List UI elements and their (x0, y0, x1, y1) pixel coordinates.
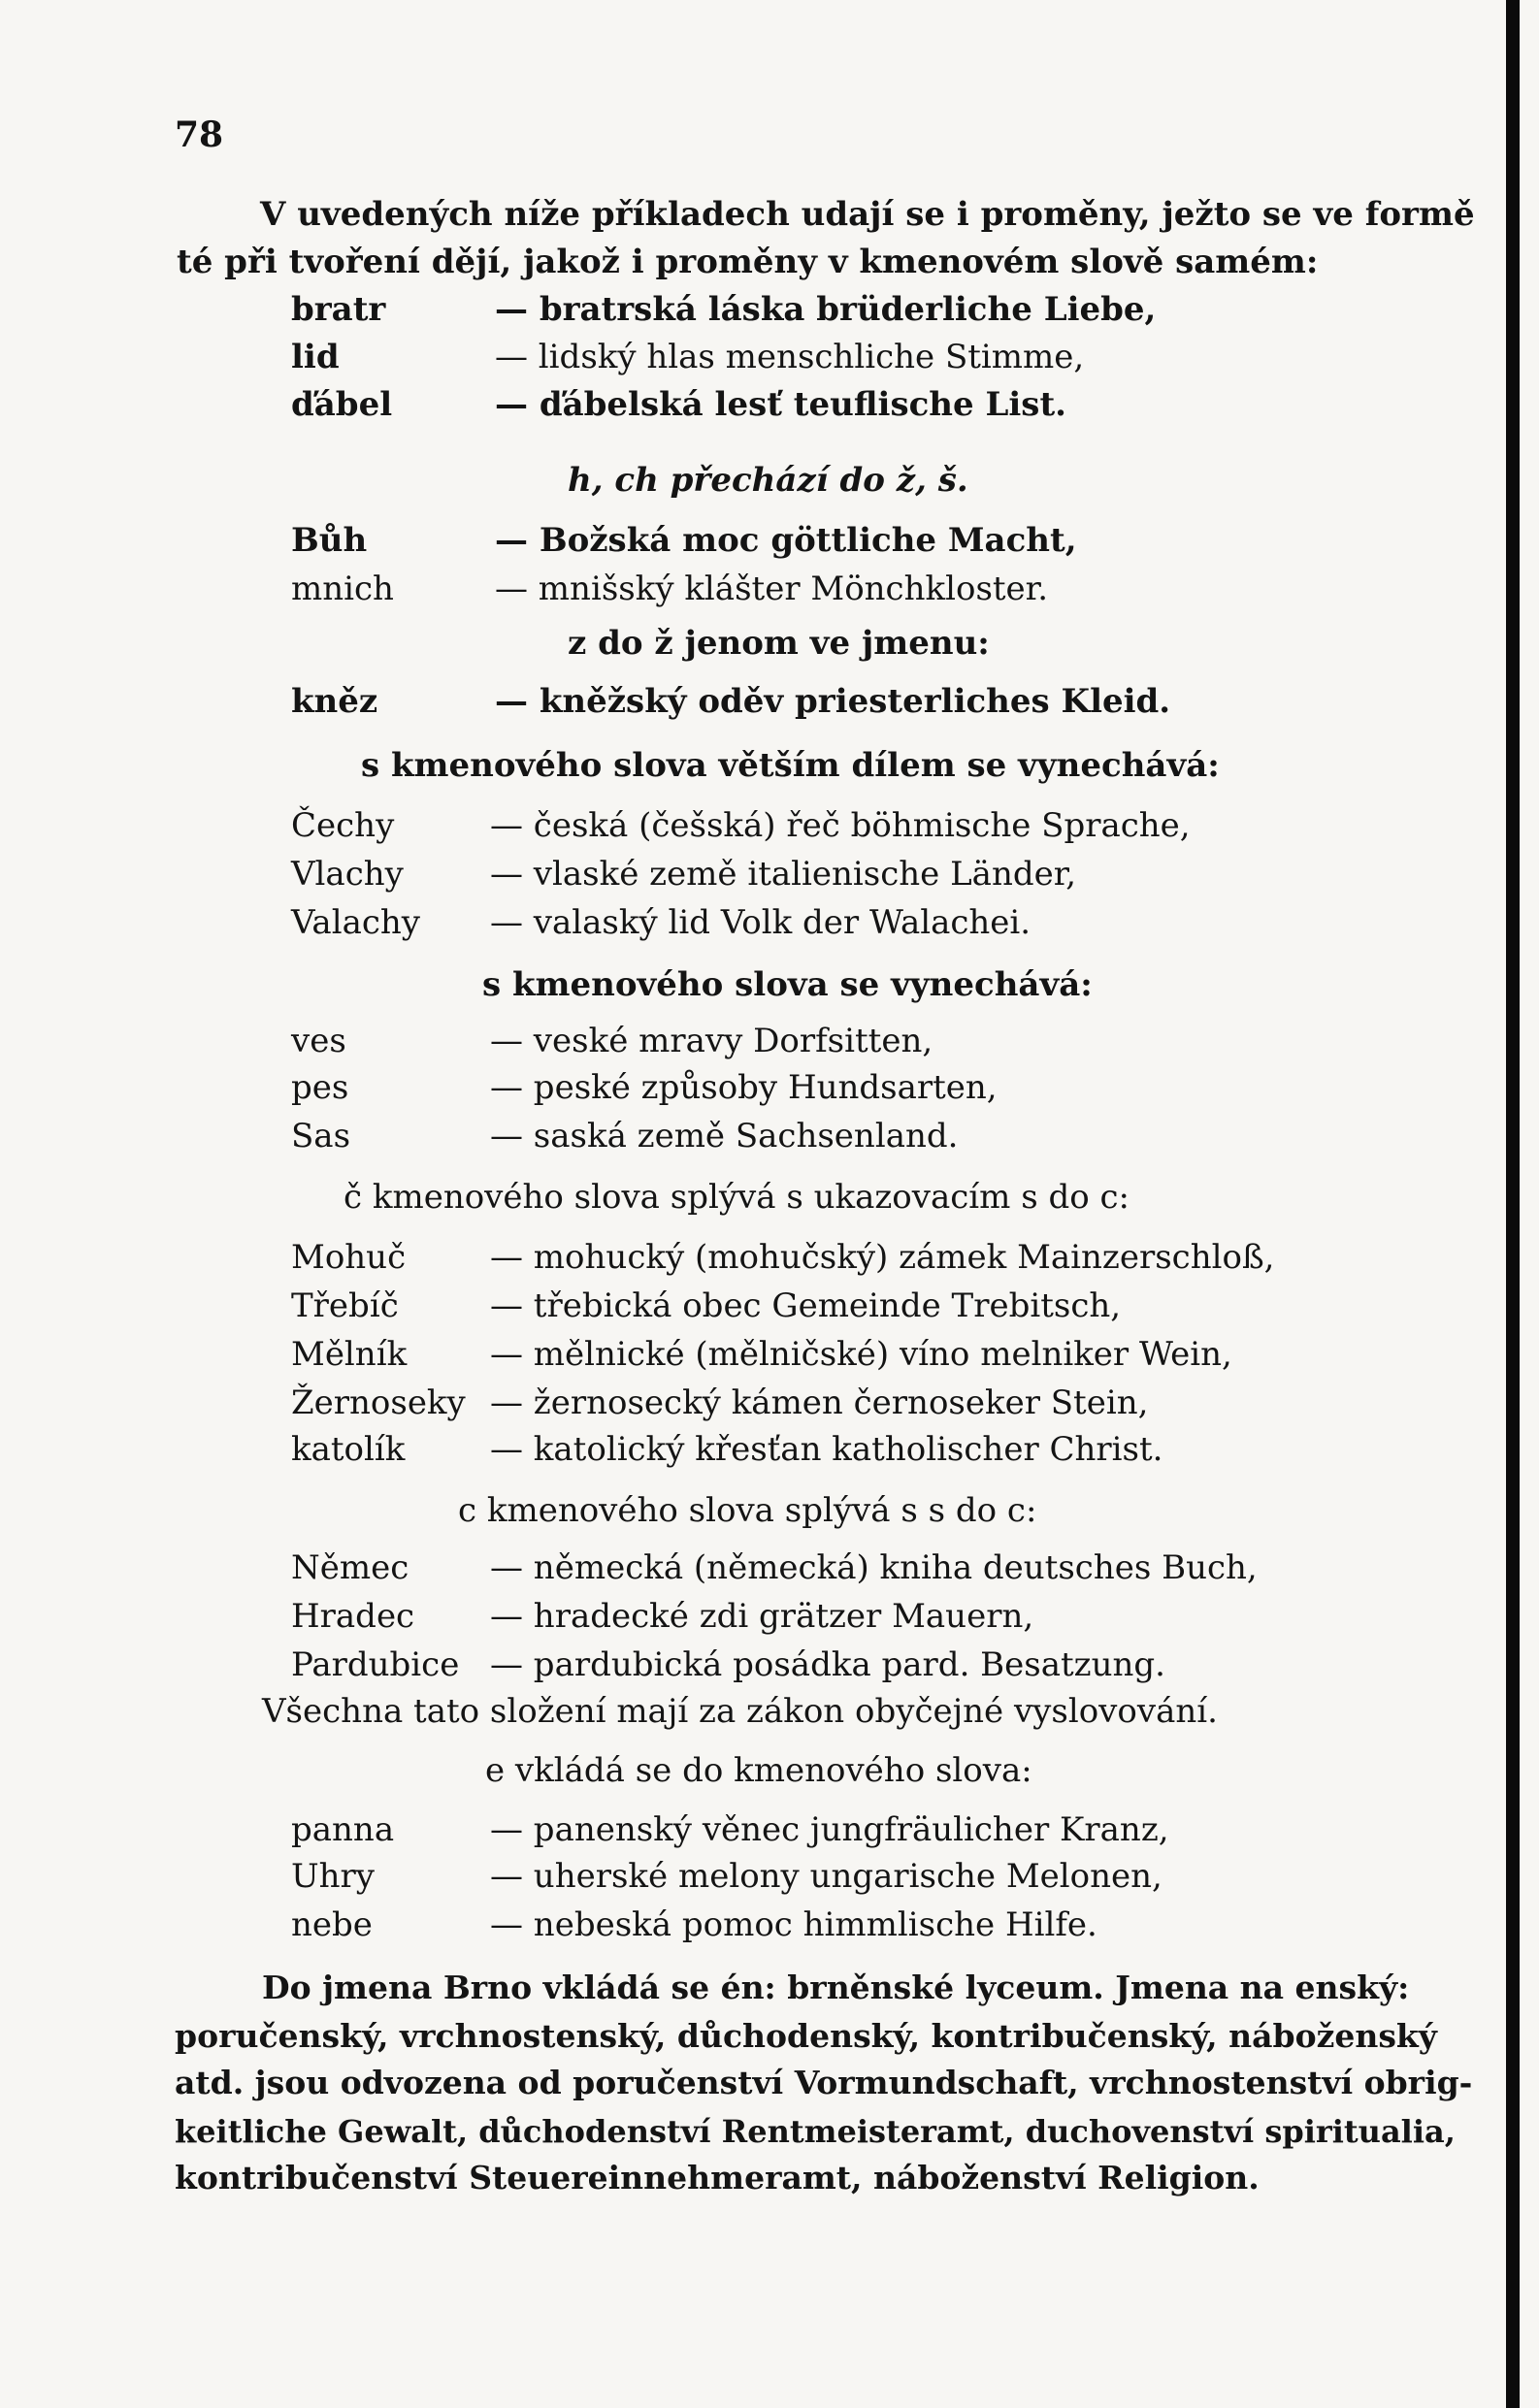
example-phrase: — uherské melony ungarische Melonen, (490, 1857, 1162, 1896)
rule-statement: Všechna tato složení mají za zákon obyčejné vyslovování. (262, 1692, 1218, 1731)
example-phrase: — třebická obec Gemeinde Trebitsch, (490, 1286, 1122, 1325)
section-heading: z do ž jenom ve jmenu: (568, 624, 990, 663)
paragraph-line: poručenský, vrchnostenský, důchodenský, kontribučenský, náboženský (175, 2017, 1437, 2055)
example-phrase: — veské mravy Dorfsitten, (490, 1022, 933, 1060)
example-word: Mohuč (291, 1238, 407, 1277)
example-word: Sas (291, 1117, 351, 1155)
example-word: Čechy (291, 806, 395, 845)
example-word: pes (291, 1068, 349, 1107)
example-phrase: — německá (německá) kniha deutsches Buch, (490, 1548, 1258, 1587)
example-word: kněz (291, 682, 378, 721)
example-word: bratr (291, 290, 386, 329)
section-heading: č kmenového slova splývá s ukazovacím s do c: (344, 1178, 1130, 1217)
example-phrase: — saská země Sachsenland. (490, 1117, 959, 1155)
example-phrase: — lidský hlas menschliche Stimme, (495, 338, 1085, 376)
page-edge-binding (1506, 0, 1520, 2408)
example-phrase: — kněžský oděv priesterliches Kleid. (495, 682, 1171, 721)
section-heading: s kmenového slova se vynechává: (482, 965, 1093, 1004)
intro-line-1: V uvedených níže příkladech udají se i proměny, ježto se ve formě (260, 195, 1475, 234)
section-heading: h, ch přechází do ž, š. (568, 461, 968, 500)
paragraph-line: atd. jsou odvozena od poručenství Vormundschaft, vrchnostenství obrig- (175, 2064, 1473, 2101)
example-phrase: — hradecké zdi grätzer Mauern, (490, 1597, 1034, 1636)
paragraph-line: keitliche Gewalt, důchodenství Rentmeisteramt, duchovenství spiritualia, (175, 2113, 1456, 2150)
section-heading: e vkládá se do kmenového slova: (485, 1751, 1032, 1790)
example-word: katolík (291, 1430, 406, 1469)
example-phrase: — mělnické (mělničské) víno melniker Wein, (490, 1335, 1232, 1374)
example-word: mnich (291, 569, 394, 608)
paragraph-line: kontribučenství Steuereinnehmeramt, náboženství Religion. (175, 2159, 1260, 2196)
example-phrase: — katolický křesťan katholischer Christ. (490, 1430, 1163, 1469)
example-phrase: — ďábelská lesť teuflische List. (495, 385, 1066, 424)
example-word: ves (291, 1022, 346, 1060)
page-number: 78 (175, 114, 224, 155)
example-word: Žernoseky (291, 1383, 466, 1422)
example-word: Němec (291, 1548, 409, 1587)
example-phrase: — valaský lid Volk der Walachei. (490, 903, 1031, 942)
example-word: Třebíč (291, 1286, 399, 1325)
example-word: ďábel (291, 385, 393, 424)
example-word: Uhry (291, 1857, 376, 1896)
example-phrase: — pardubická posádka pard. Besatzung. (490, 1645, 1165, 1684)
example-phrase: — bratrská láska brüderliche Liebe, (495, 290, 1157, 329)
example-word: lid (291, 338, 340, 376)
example-phrase: — mnišský klášter Mönchkloster. (495, 569, 1048, 608)
example-word: Hradec (291, 1597, 415, 1636)
example-phrase: — mohucký (mohučský) zámek Mainzerschloß, (490, 1238, 1275, 1277)
section-heading: s kmenového slova větším dílem se vynechává: (361, 746, 1220, 785)
example-phrase: — česká (češská) řeč böhmische Sprache, (490, 806, 1191, 845)
section-heading: c kmenového slova splývá s s do c: (458, 1491, 1037, 1530)
example-phrase: — nebeská pomoc himmlische Hilfe. (490, 1905, 1097, 1944)
example-word: nebe (291, 1905, 373, 1944)
example-phrase: — žernosecký kámen černoseker Stein, (490, 1383, 1149, 1422)
example-word: Vlachy (291, 855, 404, 894)
example-word: panna (291, 1810, 395, 1849)
example-phrase: — Božská moc göttliche Macht, (495, 521, 1077, 560)
intro-line-2: té při tvoření dějí, jakož i proměny v kmenovém slově samém: (177, 243, 1319, 281)
example-word: Bůh (291, 521, 368, 560)
example-phrase: — vlaské země italienische Länder, (490, 855, 1077, 894)
paragraph-line: Do jmena Brno vkládá se én: brněnské lyceum. Jmena na enský: (262, 1969, 1410, 2006)
example-word: Valachy (291, 903, 420, 942)
example-phrase: — panenský věnec jungfräulicher Kranz, (490, 1810, 1169, 1849)
example-phrase: — peské způsoby Hundsarten, (490, 1068, 998, 1107)
example-word: Pardubice (291, 1645, 460, 1684)
example-word: Mělník (291, 1335, 408, 1374)
